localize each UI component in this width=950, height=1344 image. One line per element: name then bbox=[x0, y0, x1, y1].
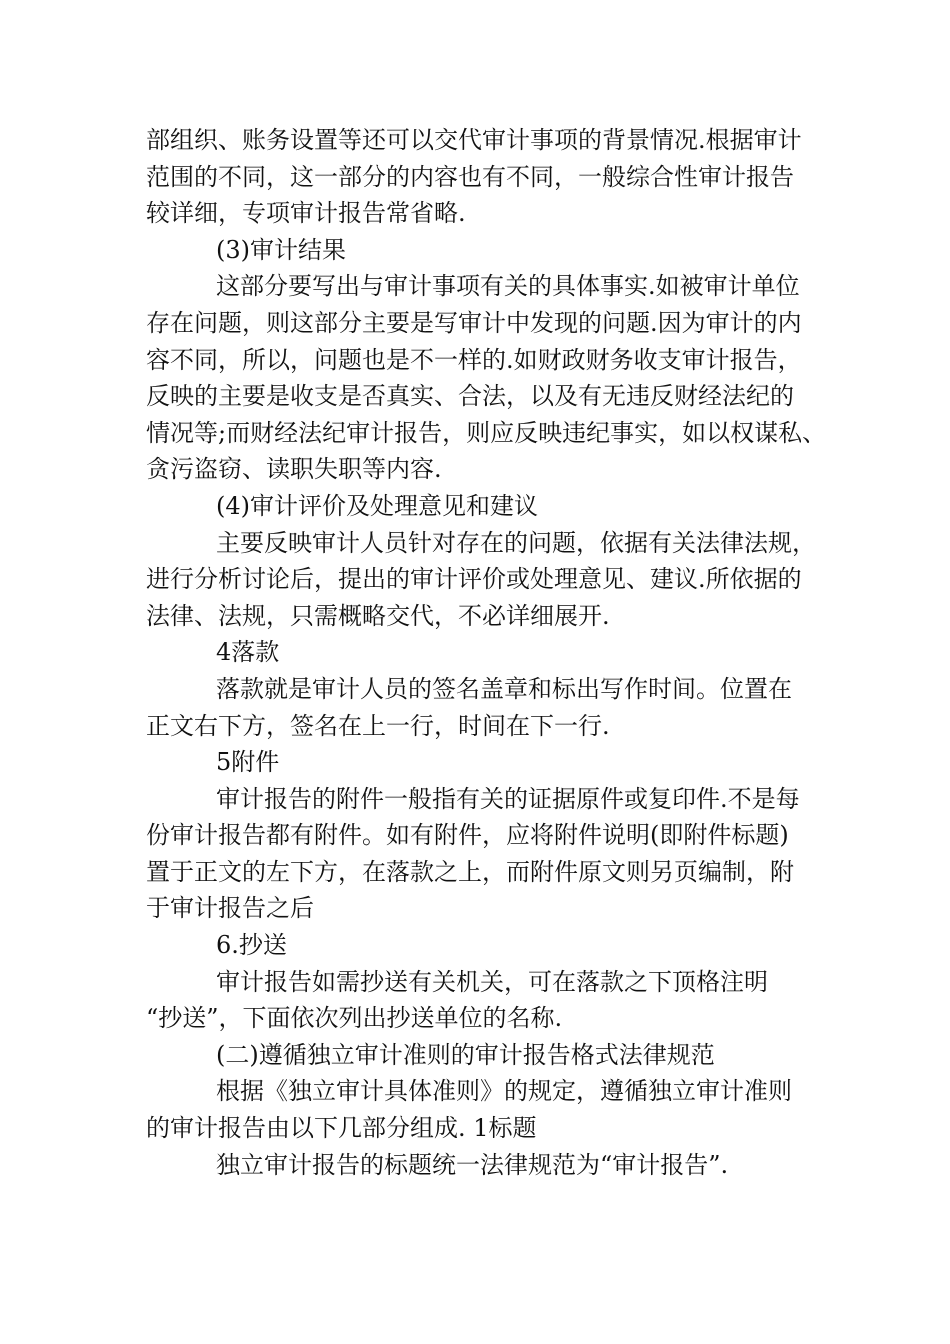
section-heading: 5附件 bbox=[216, 748, 280, 777]
text-line: 部组织、账务设置等还可以交代审计事项的背景情况.根据审计 bbox=[146, 126, 802, 154]
text-line: 独立审计报告的标题统一法律规范为“审计报告”. bbox=[216, 1150, 729, 1179]
section-heading: 4落款 bbox=[216, 638, 280, 667]
text-line: 进行分析讨论后，提出的审计评价或处理意见、建议.所依据的 bbox=[146, 565, 802, 594]
text-line: 审计报告如需抄送有关机关，可在落款之下顶格注明 bbox=[216, 967, 768, 996]
text-line: 置于正文的左下方，在落款之上，而附件原文则另页编制，附 bbox=[146, 857, 794, 886]
text-line: “抄送”，下面依次列出抄送单位的名称. bbox=[146, 1004, 563, 1033]
text-line: 情况等;而财经法纪审计报告，则应反映违纪事实，如以权谋私、 bbox=[146, 418, 827, 447]
text-line: 贪污盗窃、读职失职等内容. bbox=[146, 455, 442, 484]
section-heading: (4)审计评价及处理意见和建议 bbox=[216, 491, 538, 520]
section-heading: 6.抄送 bbox=[216, 931, 287, 960]
text-line: 容不同，所以，问题也是不一样的.如财政财务收支审计报告， bbox=[146, 345, 802, 374]
text-line: 法律、法规，只需概略交代，不必详细展开. bbox=[146, 601, 610, 630]
text-line: 于审计报告之后 bbox=[146, 894, 314, 923]
text-line: 存在问题，则这部分主要是写审计中发现的问题.因为审计的内 bbox=[146, 308, 802, 337]
section-heading: (二)遵循独立审计准则的审计报告格式法律规范 bbox=[216, 1040, 715, 1069]
text-line: 较详细，专项审计报告常省略. bbox=[146, 199, 466, 228]
text-line: 根据《独立审计具体准则》的规定，遵循独立审计准则 bbox=[216, 1077, 792, 1106]
text-line: 反映的主要是收支是否真实、合法，以及有无违反财经法纪的 bbox=[146, 382, 794, 411]
text-line: 份审计报告都有附件。如有附件，应将附件说明(即附件标题) bbox=[146, 821, 789, 850]
text-line: 审计报告的附件一般指有关的证据原件或复印件.不是每 bbox=[216, 784, 800, 813]
text-line: 范围的不同，这一部分的内容也有不同，一般综合性审计报告 bbox=[146, 162, 794, 191]
text-line: 落款就是审计人员的签名盖章和标出写作时间。位置在 bbox=[216, 674, 792, 703]
text-line: 主要反映审计人员针对存在的问题，依据有关法律法规， bbox=[216, 528, 816, 557]
text-line: 这部分要写出与审计事项有关的具体事实.如被审计单位 bbox=[216, 272, 800, 301]
document-body bbox=[146, 122, 826, 1183]
text-line: 的审计报告由以下几部分组成. 1标题 bbox=[146, 1114, 537, 1143]
text-line: 正文右下方，签名在上一行，时间在下一行. bbox=[146, 711, 610, 740]
section-heading: (3)审计结果 bbox=[216, 235, 346, 264]
